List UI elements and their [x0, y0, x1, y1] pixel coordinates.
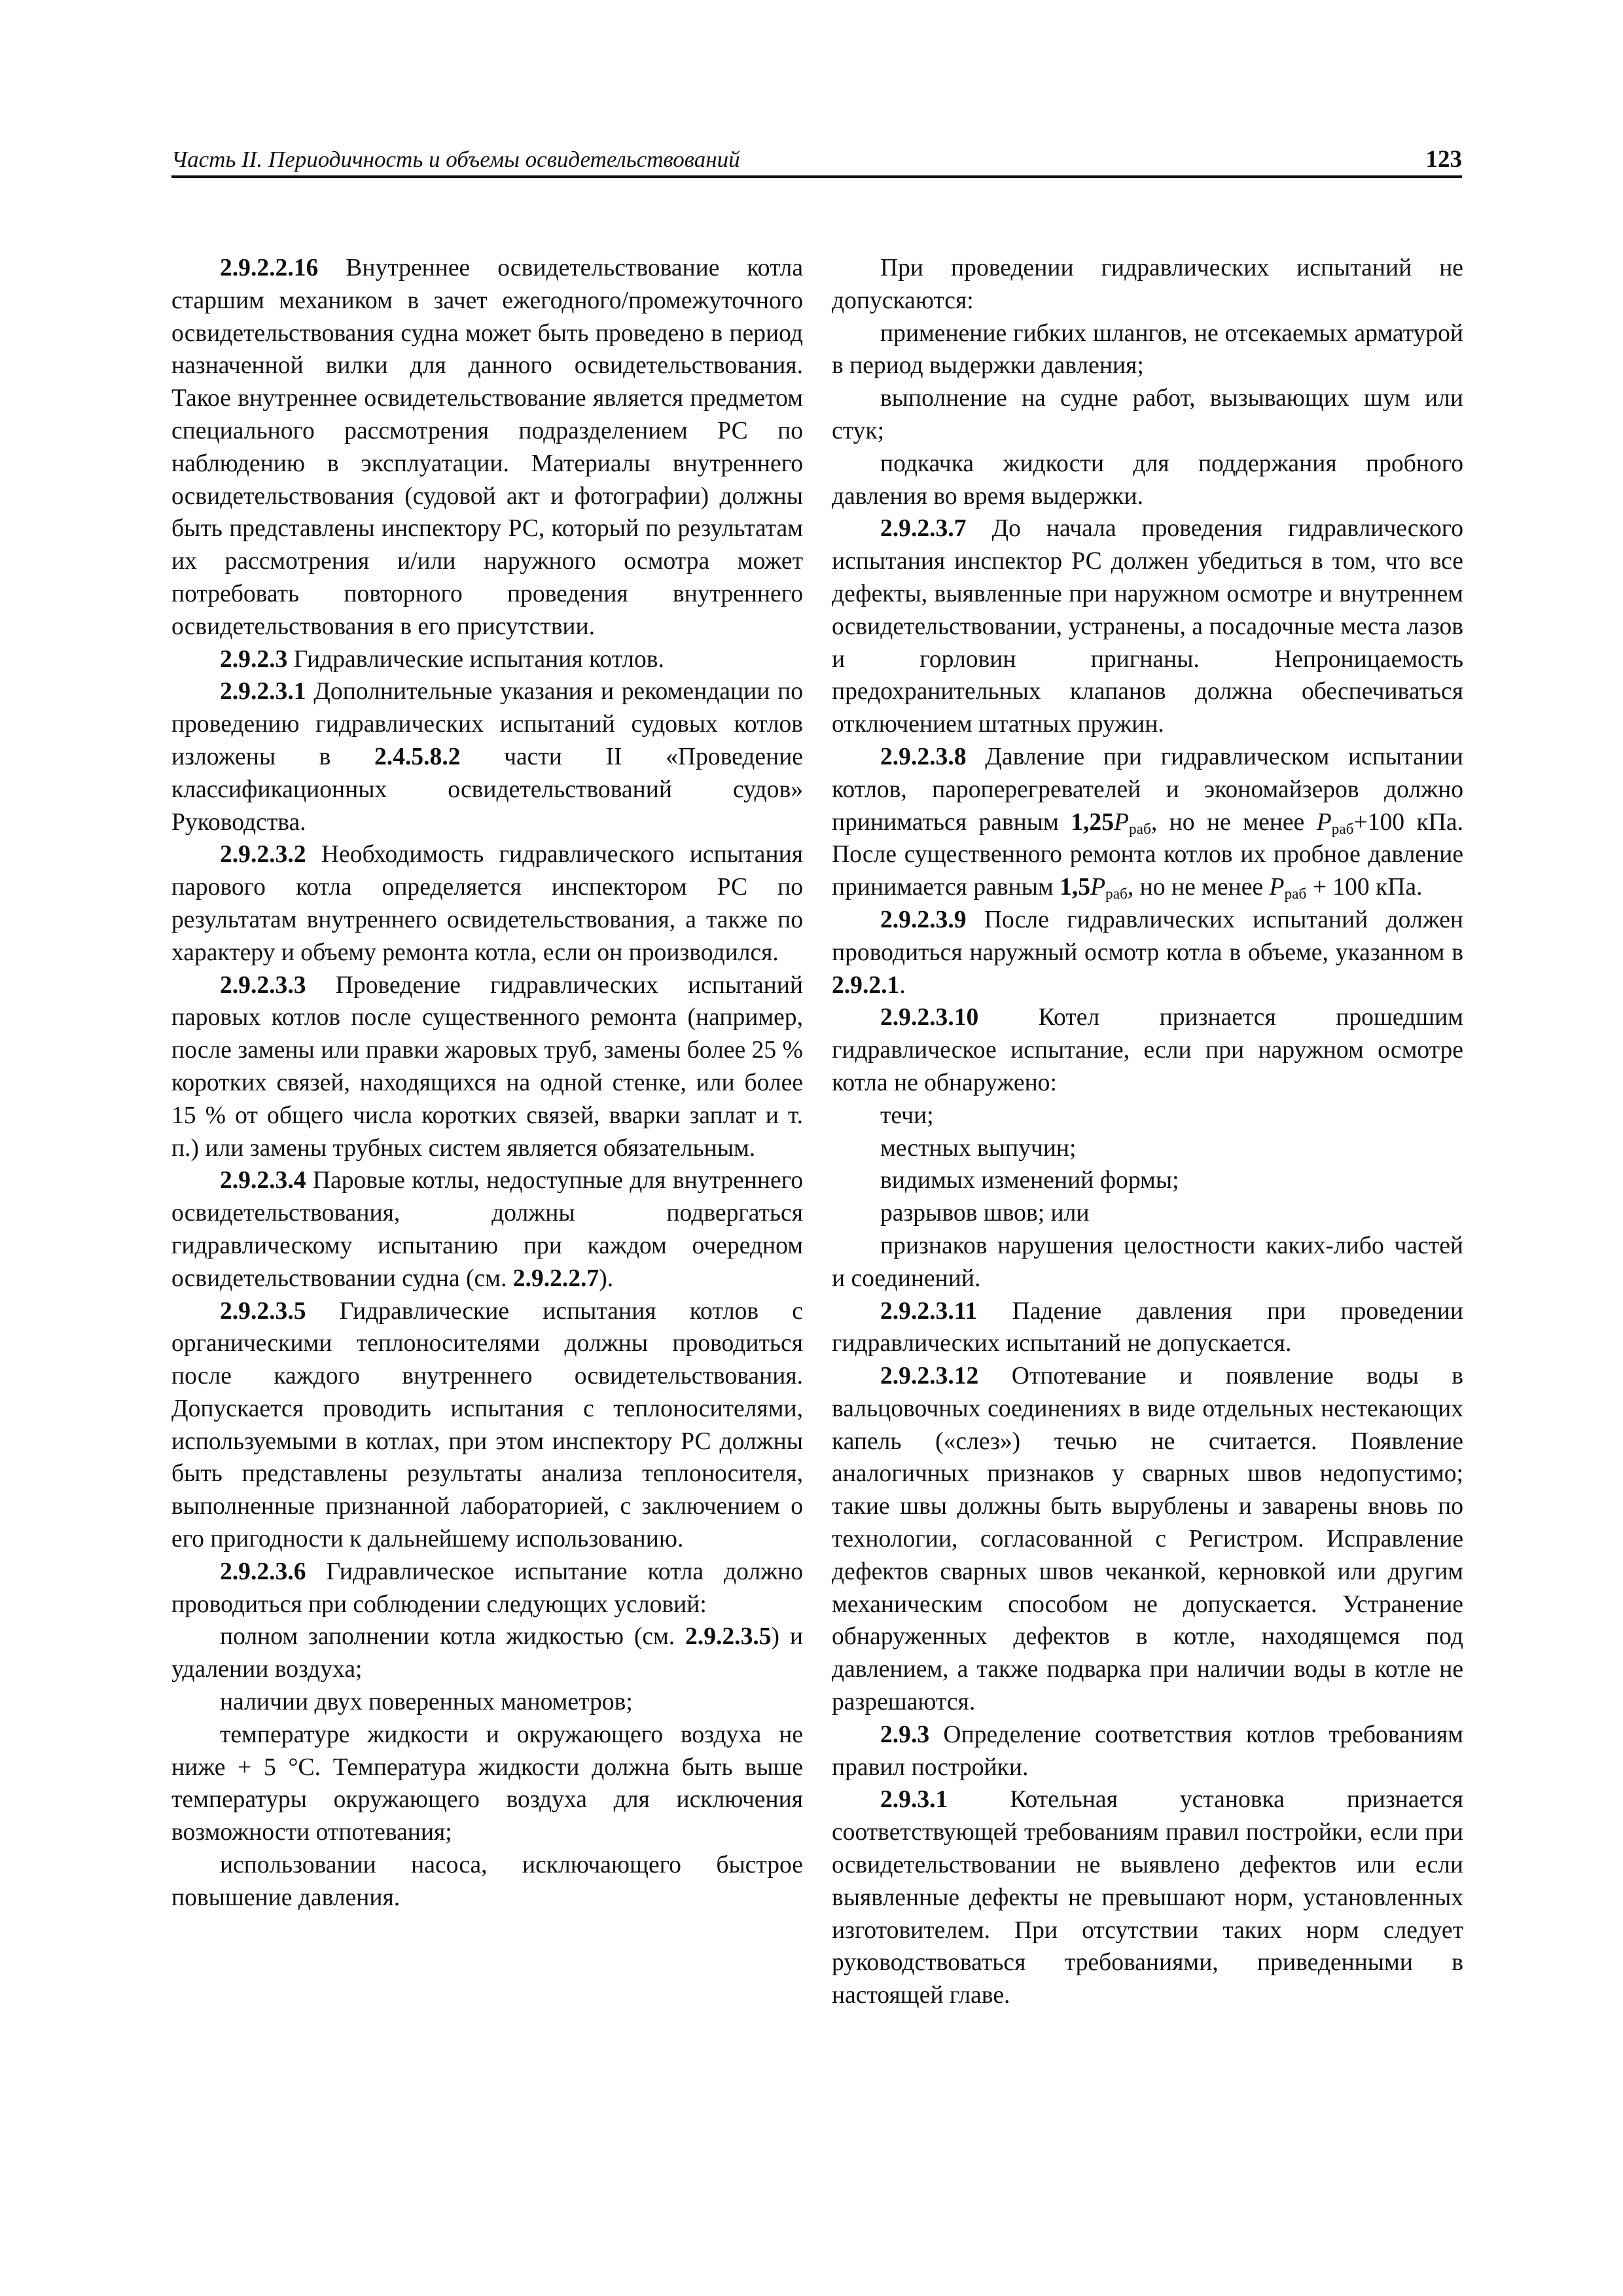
section-number: 2.9.2.3.4	[220, 1167, 306, 1194]
paragraph-text: течи;	[880, 1102, 934, 1129]
paragraph-2-9-2-3-10	[832, 1001, 1463, 1099]
right-column-top	[832, 252, 1463, 741]
list-item	[832, 382, 1463, 448]
paragraph-2-9-2-2-16	[171, 252, 803, 643]
section-number: 2.9.2.2.16	[220, 255, 319, 281]
list-item	[832, 448, 1463, 513]
paragraph-text: Котел признается прошедшим гидравлическое испытание, если при наружном осмотре котла не обнаружено:	[832, 1004, 1463, 1096]
section-number: 2.9.3	[880, 1721, 930, 1748]
section-number: 2.9.2.3.12	[880, 1363, 979, 1390]
section-number: 2.9.2.3.11	[880, 1297, 978, 1325]
paragraph-text: признаков нарушения целостности каких-либо частей и соединений.	[832, 1232, 1463, 1292]
section-number: 2.9.2.3.10	[880, 1004, 979, 1031]
paragraph-text: Гидравлическое испытание котла должно проводиться при соблюдении следующих условий:	[171, 1558, 803, 1618]
section-number: 2.9.2.3.1	[220, 678, 306, 706]
paragraph-text: Внутреннее освидетельствование котла старшим механиком в зачет ежегодного/промежуточного освидетельствования судна может быть проведено в период назначенной вилки для данного освидетельствования. Такое внутреннее освидетельствование является предметом специального рассмотрения подразделением РС по наблюдению в эксплуатации. Материалы внутреннего освидетельствования (судовой акт и фотографии) должны быть представлены инспектору РС, который по результатам их рассмотрения и/или наружного осмотра может потребовать повторного проведения внутреннего освидетельствования в его присутствии.	[171, 255, 803, 640]
paragraph-text: ).	[599, 1265, 614, 1292]
paragraph-2-9-2-3-5	[171, 1295, 803, 1556]
paragraph-2-9-2-3-4	[171, 1164, 803, 1295]
list-item	[832, 317, 1463, 383]
list-item	[171, 1621, 803, 1686]
list-item	[171, 1686, 803, 1719]
section-number: 2.9.3.1	[880, 1786, 948, 1814]
paragraph-text: ) и удалении воздуха;	[171, 1623, 803, 1683]
header-rule	[171, 175, 1462, 178]
paragraph-text: Гидравлические испытания котлов с органическими теплоносителями должны проводиться после каждого внутреннего освидетельствования. Допускается проводить испытания с теплоносителями, используемыми в котлах, при этом инспектору РС должны быть представлены результаты анализа теплоносителя, выполненные признанной лабораторией, с заключением о его пригодности к дальнейшему использованию.	[171, 1297, 803, 1553]
list-item	[171, 1719, 803, 1849]
right-column-bottom	[832, 1001, 1463, 2012]
section-number: 2.9.2.3.2	[220, 841, 306, 869]
paragraph-2-9-3	[832, 1719, 1463, 1784]
paragraph-text: применение гибких шлангов, не отсекаемых арматурой в период выдержки давления;	[832, 319, 1463, 380]
page-number: 123	[1425, 146, 1462, 173]
list-item	[171, 1849, 803, 1914]
right-column	[832, 252, 1463, 2012]
section-number: 2.9.2.3.5	[220, 1297, 306, 1325]
paragraph-text: Отпотевание и появление воды в вальцовочных соединениях в виде отдельных нестекающих капель («слез») течью не считается. Появление аналогичных признаков у сварных швов недопустимо; такие швы должны быть вырублены и заварены вновь по технологии, согласованной с Регистром. Исправление дефектов сварных швов чеканкой, керновкой или другим механическим способом не допускается. Устранение обнаруженных дефектов в котле, находящемся под давлением, а также подварка при наличии воды в котле не разрешаются.	[832, 1363, 1463, 1716]
paragraph-text: Проведение гидравлических испытаний паровых котлов после существенного ремонта (например, после замены или правки жаровых труб, замены более 25 % коротких связей, находящихся на одной стенке, или более 15 % от общего числа коротких связей, вварки заплат и т. п.) или замены трубных систем является обязательным.	[171, 971, 803, 1162]
paragraph-text: При проведении гидравлических испытаний не допускаются:	[832, 255, 1463, 314]
paragraph-2-9-3-1	[832, 1784, 1463, 2012]
paragraph-text: полном заполнении котла жидкостью (см.	[220, 1623, 686, 1651]
paragraph-2-9-2-3-7	[832, 512, 1463, 741]
section-number: 2.9.2.3.6	[220, 1558, 306, 1585]
paragraph-2-9-2-3	[171, 643, 803, 676]
section-number: 2.9.2.3.3	[220, 971, 306, 999]
paragraph-text: Котельная установка признается соответствующей требованиям правил постройки, если при освидетельствовании не выявлено дефектов или если выявленные дефекты не превышают норм, установленных изготовителем. При отсутствии таких норм следует руководствоваться требованиями, приведенными в настоящей главе.	[832, 1786, 1463, 2009]
running-header	[171, 145, 1462, 174]
paragraph-text: Необходимость гидравлического испытания парового котла определяется инспектором РС по результатам внутреннего освидетельствования, а также по характеру и объему ремонта котла, если он производился.	[171, 841, 803, 966]
paragraph-2-9-2-3-8: 2.9.2.3.8 Давление при гидравлическом испытании котлов, пароперегревателей и экономайзеров должно приниматься равным $1,25P_{раб}$, но не менее $P_{раб}+100$ кПа. После существенного ремонта котлов их пробное давление принимается равным $1,5P_{раб}$, но не менее $P_{раб} + 100$ кПа.	[832, 743, 1463, 903]
paragraph-text: Определение соответствия котлов требованиям правил постройки.	[832, 1721, 1463, 1781]
paragraph-text: наличии двух поверенных манометров;	[220, 1689, 633, 1716]
paragraph-2-9-2-3-6	[171, 1556, 803, 1621]
paragraph-text: разрывов швов; или	[880, 1200, 1090, 1227]
running-title: Часть II. Периодичность и объемы освидетельствований	[171, 147, 740, 172]
list-item	[832, 1132, 1463, 1165]
section-number: 2.9.2.3	[220, 645, 288, 673]
paragraph-text: части II «Проведение классификационных освидетельствований судов» Руководства.	[171, 743, 803, 836]
paragraph-text: выполнение на судне работ, вызывающих шум или стук;	[832, 385, 1463, 444]
list-item	[832, 252, 1463, 317]
cross-reference: 2.4.5.8.2	[374, 743, 461, 770]
list-item	[832, 1164, 1463, 1197]
list-item	[832, 1197, 1463, 1230]
paragraph-text: Падение давления при проведении гидравлических испытаний не допускается.	[832, 1297, 1463, 1357]
paragraph-text: Дополнительные указания и рекомендации по проведению гидравлических испытаний судовых котлов изложены в	[171, 678, 803, 770]
cross-reference: 2.9.2.2.7	[512, 1265, 599, 1292]
paragraph-text: подкачка жидкости для поддержания пробного давления во время выдержки.	[832, 450, 1463, 510]
list-item	[832, 1100, 1463, 1132]
paragraph-2-9-2-3-12	[832, 1360, 1463, 1719]
left-column	[171, 252, 803, 1914]
paragraph-text: температуре жидкости и окружающего воздуха не ниже + 5 °С. Температура жидкости должна быть выше температуры окружающего воздуха для исключения возможности отпотевания;	[171, 1721, 803, 1846]
cross-reference: 2.9.2.3.5	[685, 1623, 772, 1651]
paragraph-text: Гидравлические испытания котлов.	[287, 645, 664, 673]
paragraph-2-9-2-3-11	[832, 1295, 1463, 1361]
paragraph-2-9-2-3-9: 2.9.2.3.9 После гидравлических испытаний должен проводиться наружный осмотр котла в объеме, указанном в 2.9.2.1.	[832, 906, 1463, 999]
paragraph-2-9-2-3-1	[171, 675, 803, 838]
paragraph-text: использовании насоса, исключающего быстрое повышение давления.	[171, 1852, 803, 1911]
paragraph-2-9-2-3-2	[171, 838, 803, 969]
paragraph-text: видимых изменений формы;	[880, 1167, 1179, 1194]
paragraph-text: До начала проведения гидравлического испытания инспектор РС должен убедиться в том, что все дефекты, выявленные при наружном осмотре и внутреннем освидетельствовании, устранены, а посадочные места лазов и горловин пригнаны. Непроницаемость предохранительных клапанов должна обеспечиваться отключением штатных пружин.	[832, 515, 1463, 738]
paragraph-2-9-2-3-3	[171, 969, 803, 1165]
paragraph-text: Паровые котлы, недоступные для внутреннего освидетельствования, должны подвергаться гидравлическому испытанию при каждом очередном освидетельствовании судна (см.	[171, 1167, 803, 1292]
section-number: 2.9.2.3.7	[880, 515, 967, 543]
paragraph-text: местных выпучин;	[880, 1134, 1077, 1162]
list-item	[832, 1230, 1463, 1295]
